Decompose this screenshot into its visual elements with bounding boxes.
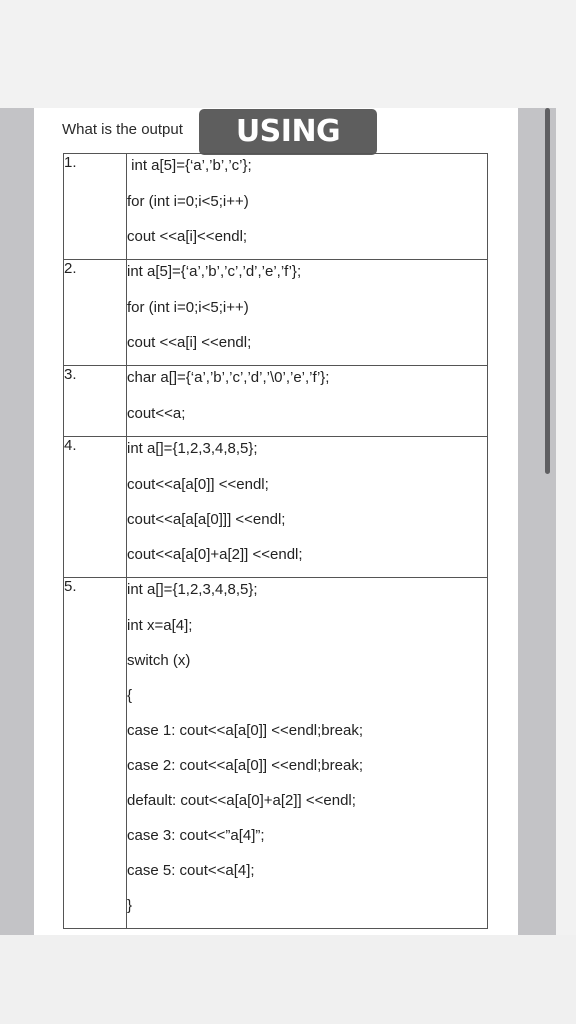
code-line: case 1: cout<<a[a[0]] <<endl;break;: [127, 722, 364, 739]
code-line: switch (x): [127, 652, 191, 669]
code-line: cout<<a;: [127, 405, 186, 422]
question-number: 4.: [64, 437, 77, 454]
code-cell: [127, 366, 488, 437]
code-line: cout<<a[a[a[0]]] <<endl;: [127, 511, 286, 528]
right-edge: [556, 108, 576, 935]
bottom-background: [0, 935, 576, 1024]
top-background: [0, 0, 576, 108]
code-line: int x=a[4];: [127, 617, 193, 634]
table-row: [64, 154, 488, 260]
code-line: cout<<a[a[0]+a[2]] <<endl;: [127, 546, 303, 563]
code-line: case 5: cout<<a[4];: [127, 862, 255, 879]
code-line: int a[]={1,2,3,4,8,5};: [127, 581, 258, 598]
question-number-cell: [64, 437, 127, 578]
code-line: default: cout<<a[a[0]+a[2]] <<endl;: [127, 792, 356, 809]
questions-table: [63, 153, 488, 929]
scrollbar[interactable]: [545, 108, 550, 474]
code-line: }: [127, 897, 133, 914]
code-cell: [127, 437, 488, 578]
question-number-cell: [64, 260, 127, 366]
question-number: 5.: [64, 578, 77, 595]
code-line: case 2: cout<<a[a[0]] <<endl;break;: [127, 757, 364, 774]
question-number-cell: [64, 154, 127, 260]
table-row: [64, 578, 488, 929]
code-cell: [127, 260, 488, 366]
table-row: [64, 437, 488, 578]
code-line: for (int i=0;i<5;i++): [127, 193, 249, 210]
table-row: [64, 366, 488, 437]
code-line: int a[5]={‘a’,’b’,’c’,’d’,’e’,’f’};: [127, 263, 302, 280]
code-cell: [127, 154, 488, 260]
code-line: cout <<a[i] <<endl;: [127, 334, 252, 351]
code-line: char a[]={‘a’,’b’,’c’,’d’,’\0’,’e’,’f’};: [127, 369, 330, 386]
code-line: cout <<a[i]<<endl;: [127, 228, 248, 245]
code-line: cout<<a[a[0]] <<endl;: [127, 476, 269, 493]
question-number-cell: [64, 366, 127, 437]
question-number-cell: [64, 578, 127, 929]
language-badge: USING C++: [199, 109, 377, 155]
code-line: int a[5]={‘a’,’b’,’c’};: [127, 157, 252, 174]
code-line: case 3: cout<<”a[4]”;: [127, 827, 265, 844]
right-gutter: [518, 108, 556, 935]
question-number: 2.: [64, 260, 77, 277]
code-cell: [127, 578, 488, 929]
question-text: What is the output: [62, 121, 183, 138]
left-gutter: [0, 108, 34, 935]
question-number: 3.: [64, 366, 77, 383]
code-line: {: [127, 687, 133, 704]
code-line: int a[]={1,2,3,4,8,5};: [127, 440, 258, 457]
code-line: for (int i=0;i<5;i++): [127, 299, 249, 316]
question-number: 1.: [64, 154, 77, 171]
table-row: [64, 260, 488, 366]
